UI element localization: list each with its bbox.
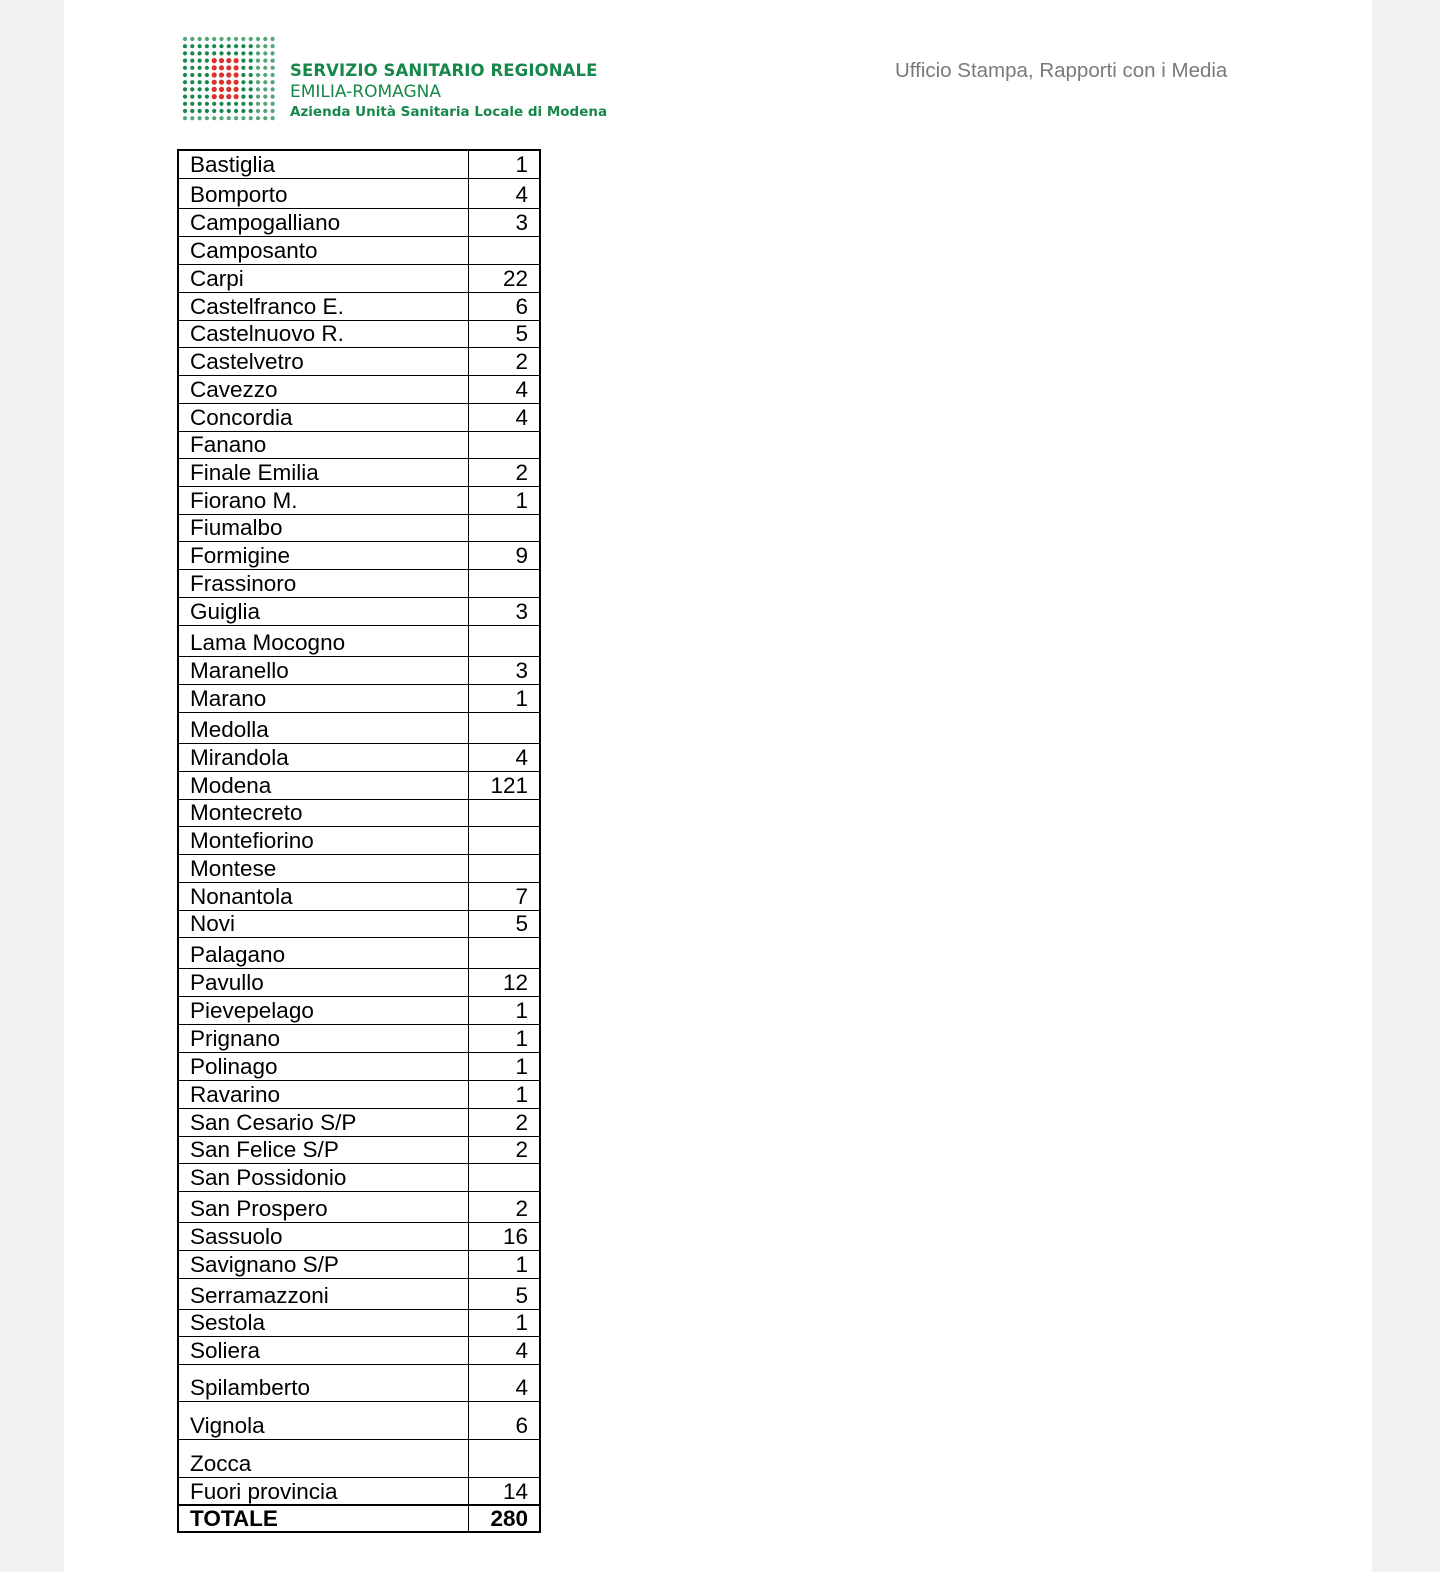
municipality-name: Frassinoro (178, 569, 468, 597)
municipality-name: San Felice S/P (178, 1136, 468, 1163)
table-row (178, 403, 540, 431)
table-row (178, 1191, 540, 1222)
table-row (178, 684, 540, 712)
case-count: 1 (468, 1052, 540, 1080)
municipality-table (177, 149, 541, 1533)
municipality-name: Sassuolo (178, 1222, 468, 1250)
case-count (468, 937, 540, 968)
table-row (178, 347, 540, 375)
table-row (178, 486, 540, 514)
municipality-name: Montese (178, 854, 468, 882)
logo-line-1: SERVIZIO SANITARIO REGIONALE (290, 61, 598, 80)
table-row (178, 236, 540, 264)
table-row (178, 1080, 540, 1108)
case-count: 7 (468, 882, 540, 910)
table-row (178, 1222, 540, 1250)
municipality-name: Pavullo (178, 968, 468, 996)
municipality-name: Soliera (178, 1336, 468, 1364)
case-count: 6 (468, 1401, 540, 1439)
municipality-name: Spilamberto (178, 1364, 468, 1401)
case-count: 1 (468, 684, 540, 712)
municipality-name: Savignano S/P (178, 1250, 468, 1278)
table-row (178, 541, 540, 569)
case-count (468, 854, 540, 882)
logo-line-2: EMILIA-ROMAGNA (290, 82, 442, 102)
table-row (178, 1052, 540, 1080)
table-row (178, 1163, 540, 1191)
case-count: 16 (468, 1222, 540, 1250)
table-row (178, 1108, 540, 1136)
table-row (178, 1401, 540, 1439)
case-count: 9 (468, 541, 540, 569)
case-count: 3 (468, 597, 540, 625)
table-row (178, 1250, 540, 1278)
case-count (468, 1439, 540, 1477)
case-count: 2 (468, 458, 540, 486)
table-row (178, 1309, 540, 1336)
case-count: 22 (468, 264, 540, 292)
case-count: 1 (468, 1250, 540, 1278)
case-count: 1 (468, 996, 540, 1024)
table-row (178, 910, 540, 937)
ssr-logo (182, 36, 622, 126)
table-row (178, 150, 540, 178)
municipality-name: Maranello (178, 656, 468, 684)
case-count: 1 (468, 1309, 540, 1336)
case-count: 3 (468, 656, 540, 684)
office-label: Ufficio Stampa, Rapporti con i Media (895, 59, 1228, 82)
case-count (468, 826, 540, 854)
case-count: 5 (468, 1278, 540, 1309)
municipality-name: Mirandola (178, 743, 468, 771)
table-row (178, 968, 540, 996)
municipality-name: Novi (178, 910, 468, 937)
municipality-name: Castelfranco E. (178, 292, 468, 320)
case-count (468, 1163, 540, 1191)
table-row (178, 771, 540, 799)
table-row (178, 712, 540, 743)
municipality-name: Concordia (178, 403, 468, 431)
municipality-name: Camposanto (178, 236, 468, 264)
municipality-name: Palagano (178, 937, 468, 968)
case-count: 4 (468, 743, 540, 771)
case-count (468, 799, 540, 826)
municipality-name: Modena (178, 771, 468, 799)
case-count (468, 712, 540, 743)
table-row (178, 656, 540, 684)
case-count: 121 (468, 771, 540, 799)
municipality-name: Cavezzo (178, 375, 468, 403)
table-row (178, 292, 540, 320)
case-count: 6 (468, 292, 540, 320)
case-count: 4 (468, 403, 540, 431)
municipality-name: Prignano (178, 1024, 468, 1052)
case-count: 4 (468, 1336, 540, 1364)
table-row (178, 597, 540, 625)
table-row (178, 208, 540, 236)
logo-dot-grid-icon (182, 36, 282, 122)
case-count: 14 (468, 1477, 540, 1505)
municipality-name: San Prospero (178, 1191, 468, 1222)
municipality-name: Sestola (178, 1309, 468, 1336)
case-count: 4 (468, 1364, 540, 1401)
table-row (178, 264, 540, 292)
table-row (178, 569, 540, 597)
municipality-name: Medolla (178, 712, 468, 743)
total-row (178, 1505, 540, 1532)
municipality-name: Carpi (178, 264, 468, 292)
case-count: 1 (468, 486, 540, 514)
table-row (178, 743, 540, 771)
table-row (178, 178, 540, 208)
table-row (178, 320, 540, 347)
table-row (178, 375, 540, 403)
case-count: 2 (468, 1191, 540, 1222)
case-count: 5 (468, 320, 540, 347)
municipality-name: San Cesario S/P (178, 1108, 468, 1136)
document-page (64, 0, 1372, 1572)
case-count: 1 (468, 1024, 540, 1052)
table-row (178, 882, 540, 910)
table-row (178, 1336, 540, 1364)
municipality-name: Finale Emilia (178, 458, 468, 486)
table-row (178, 799, 540, 826)
case-count: 2 (468, 347, 540, 375)
total-label: TOTALE (178, 1505, 468, 1532)
municipality-name: Marano (178, 684, 468, 712)
table-row (178, 458, 540, 486)
table-row (178, 1024, 540, 1052)
municipality-name: San Possidonio (178, 1163, 468, 1191)
municipality-name: Nonantola (178, 882, 468, 910)
case-count: 12 (468, 968, 540, 996)
municipality-name: Guiglia (178, 597, 468, 625)
case-count (468, 431, 540, 458)
table-row (178, 996, 540, 1024)
municipality-name: Fanano (178, 431, 468, 458)
municipality-name: Fiorano M. (178, 486, 468, 514)
municipality-name: Ravarino (178, 1080, 468, 1108)
table-row (178, 514, 540, 541)
municipality-name: Lama Mocogno (178, 625, 468, 656)
municipality-name: Bomporto (178, 178, 468, 208)
case-count: 1 (468, 1080, 540, 1108)
case-count (468, 625, 540, 656)
municipality-name: Castelnuovo R. (178, 320, 468, 347)
municipality-name: Montefiorino (178, 826, 468, 854)
case-count (468, 514, 540, 541)
case-count: 2 (468, 1108, 540, 1136)
table-row (178, 1477, 540, 1505)
municipality-name: Vignola (178, 1401, 468, 1439)
municipality-name: Serramazzoni (178, 1278, 468, 1309)
municipality-name: Fiumalbo (178, 514, 468, 541)
table-row (178, 1136, 540, 1163)
case-count (468, 569, 540, 597)
table-row (178, 1364, 540, 1401)
table-row (178, 1439, 540, 1477)
table-row (178, 431, 540, 458)
table-row (178, 937, 540, 968)
municipality-name: Fuori provincia (178, 1477, 468, 1505)
table-row (178, 854, 540, 882)
case-count (468, 236, 540, 264)
total-value: 280 (468, 1505, 540, 1532)
municipality-name: Pievepelago (178, 996, 468, 1024)
municipality-name: Castelvetro (178, 347, 468, 375)
case-count: 2 (468, 1136, 540, 1163)
municipality-name: Campogalliano (178, 208, 468, 236)
municipality-name: Montecreto (178, 799, 468, 826)
table-row (178, 625, 540, 656)
case-count: 5 (468, 910, 540, 937)
municipality-name: Zocca (178, 1439, 468, 1477)
table-row (178, 826, 540, 854)
case-count: 3 (468, 208, 540, 236)
case-count: 4 (468, 178, 540, 208)
table-row (178, 1278, 540, 1309)
municipality-name: Bastiglia (178, 150, 468, 178)
case-count: 1 (468, 150, 540, 178)
case-count: 4 (468, 375, 540, 403)
municipality-name: Formigine (178, 541, 468, 569)
municipality-name: Polinago (178, 1052, 468, 1080)
logo-line-3: Azienda Unità Sanitaria Locale di Modena (290, 104, 608, 120)
